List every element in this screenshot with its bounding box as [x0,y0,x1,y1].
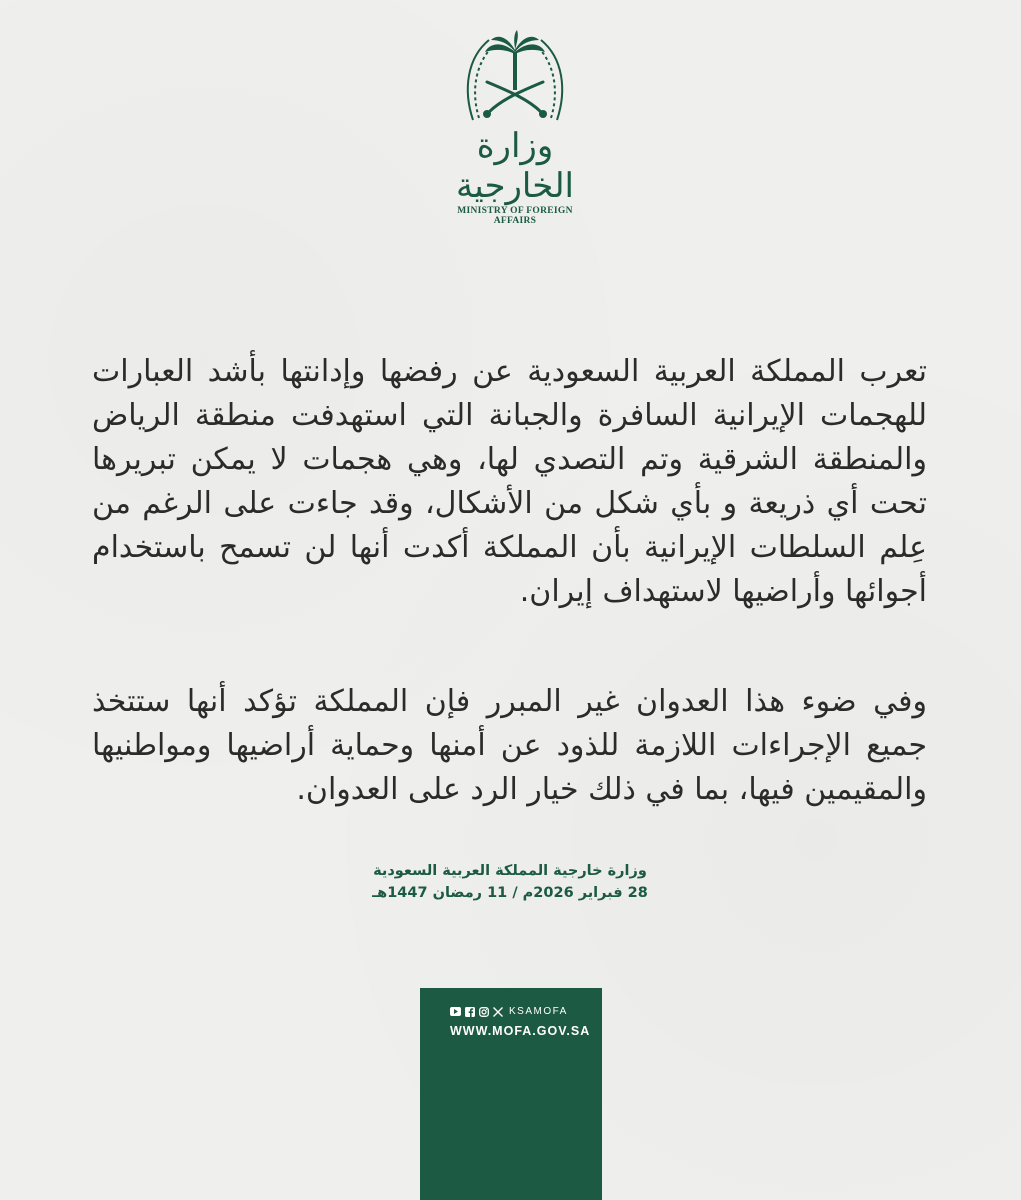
issuer-line: وزارة خارجية المملكة العربية السعودية [373,863,647,879]
signature-block [340,860,680,904]
ministry-name-arabic: وزارة الخارجية [455,126,575,206]
statement-paragraph-1: تعرب المملكة العربية السعودية عن رفضها وإدانتها بأشد العبارات للهجمات الإيرانية السافرة والجبانة التي استهدفت منطقة الرياض والمنطقة الشرقية وتم التصدي لها، وهي هجمات لا يمكن تبريرها تحت أي ذريعة و بأي شكل من الأشكال، وقد جاءت على الرغم من عِلم السلطات الإيرانية بأن المملكة أكدت أنها لن تسمح باستخدام أجوائها وأراضيها لاستهداف إيران. [92,354,927,609]
date-line: 28 فبراير 2026م / 11 رمضان 1447هـ [372,885,648,901]
footer-panel [420,988,602,1200]
social-handle[interactable]: KSAMOFA [509,1006,568,1017]
ministry-logo [440,30,590,226]
instagram-icon[interactable] [478,1006,489,1017]
saudi-emblem-icon [459,30,571,128]
social-links [450,1006,568,1017]
website-link[interactable]: WWW.MOFA.GOV.SA [450,1024,591,1038]
facebook-icon[interactable] [464,1006,475,1017]
ministry-name-english: MINISTRY OF FOREIGN AFFAIRS [457,206,573,226]
x-icon[interactable] [492,1006,503,1017]
youtube-icon[interactable] [450,1006,461,1017]
statement-paragraph-2: وفي ضوء هذا العدوان غير المبرر فإن المملكة تؤكد أنها ستتخذ جميع الإجراءات اللازمة للذود عن أمنها وحماية أراضيها ومواطنيها والمقيمين فيها، بما في ذلك خيار الرد على العدوان. [92,684,927,807]
